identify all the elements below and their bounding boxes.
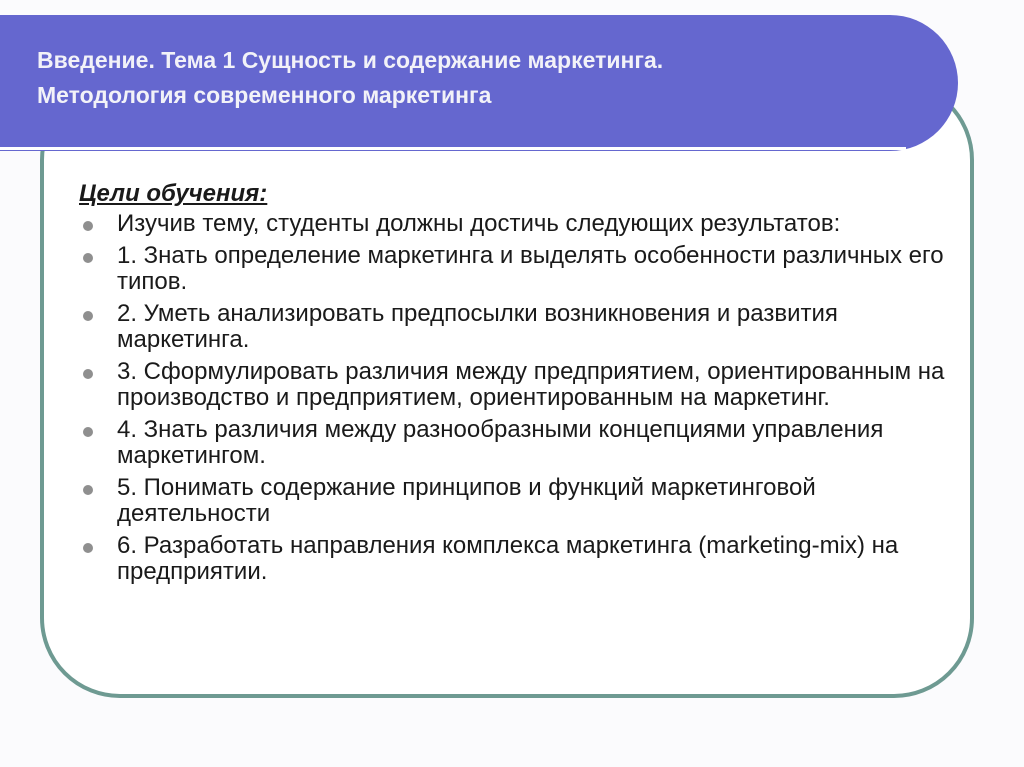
- bullet-dot-icon: [83, 253, 93, 263]
- bullet-dot-icon: [83, 543, 93, 553]
- list-item-text: Изучив тему, студенты должны достичь следующих результатов:: [117, 210, 841, 237]
- bullet-dot-icon: [83, 427, 93, 437]
- list-item-text: 4. Знать различия между разнообразными концепциями управления маркетингом.: [117, 416, 884, 469]
- list-item: [79, 211, 959, 237]
- goals-list: [79, 211, 959, 585]
- list-item: [79, 533, 959, 585]
- list-item: [79, 475, 959, 527]
- list-item: [79, 243, 959, 295]
- bullet-dot-icon: [83, 485, 93, 495]
- slide-title: [37, 43, 663, 113]
- title-line-1: Введение. Тема 1 Сущность и содержание маркетинга.: [37, 47, 664, 73]
- learning-goals-heading: Цели обучения:: [79, 180, 268, 207]
- list-item: [79, 359, 959, 411]
- bullet-dot-icon: [83, 311, 93, 321]
- bullet-dot-icon: [83, 221, 93, 231]
- bullet-dot-icon: [83, 369, 93, 379]
- list-item-text: 1. Знать определение маркетинга и выделять особенности различных его типов.: [117, 242, 944, 295]
- slide-body: [79, 180, 959, 591]
- list-item-text: 5. Понимать содержание принципов и функций маркетинговой деятельности: [117, 474, 816, 527]
- title-banner: [0, 15, 958, 151]
- list-item: [79, 417, 959, 469]
- list-item: [79, 301, 959, 353]
- title-underline-rule: [0, 147, 906, 150]
- list-item-text: 6. Разработать направления комплекса маркетинга (marketing-mix) на предприятии.: [117, 532, 899, 585]
- list-item-text: 3. Сформулировать различия между предприятием, ориентированным на производство и предприятием, ориентированным на маркетинг.: [117, 358, 945, 411]
- title-line-2: Методология современного маркетинга: [37, 82, 492, 108]
- list-item-text: 2. Уметь анализировать предпосылки возникновения и развития маркетинга.: [117, 300, 838, 353]
